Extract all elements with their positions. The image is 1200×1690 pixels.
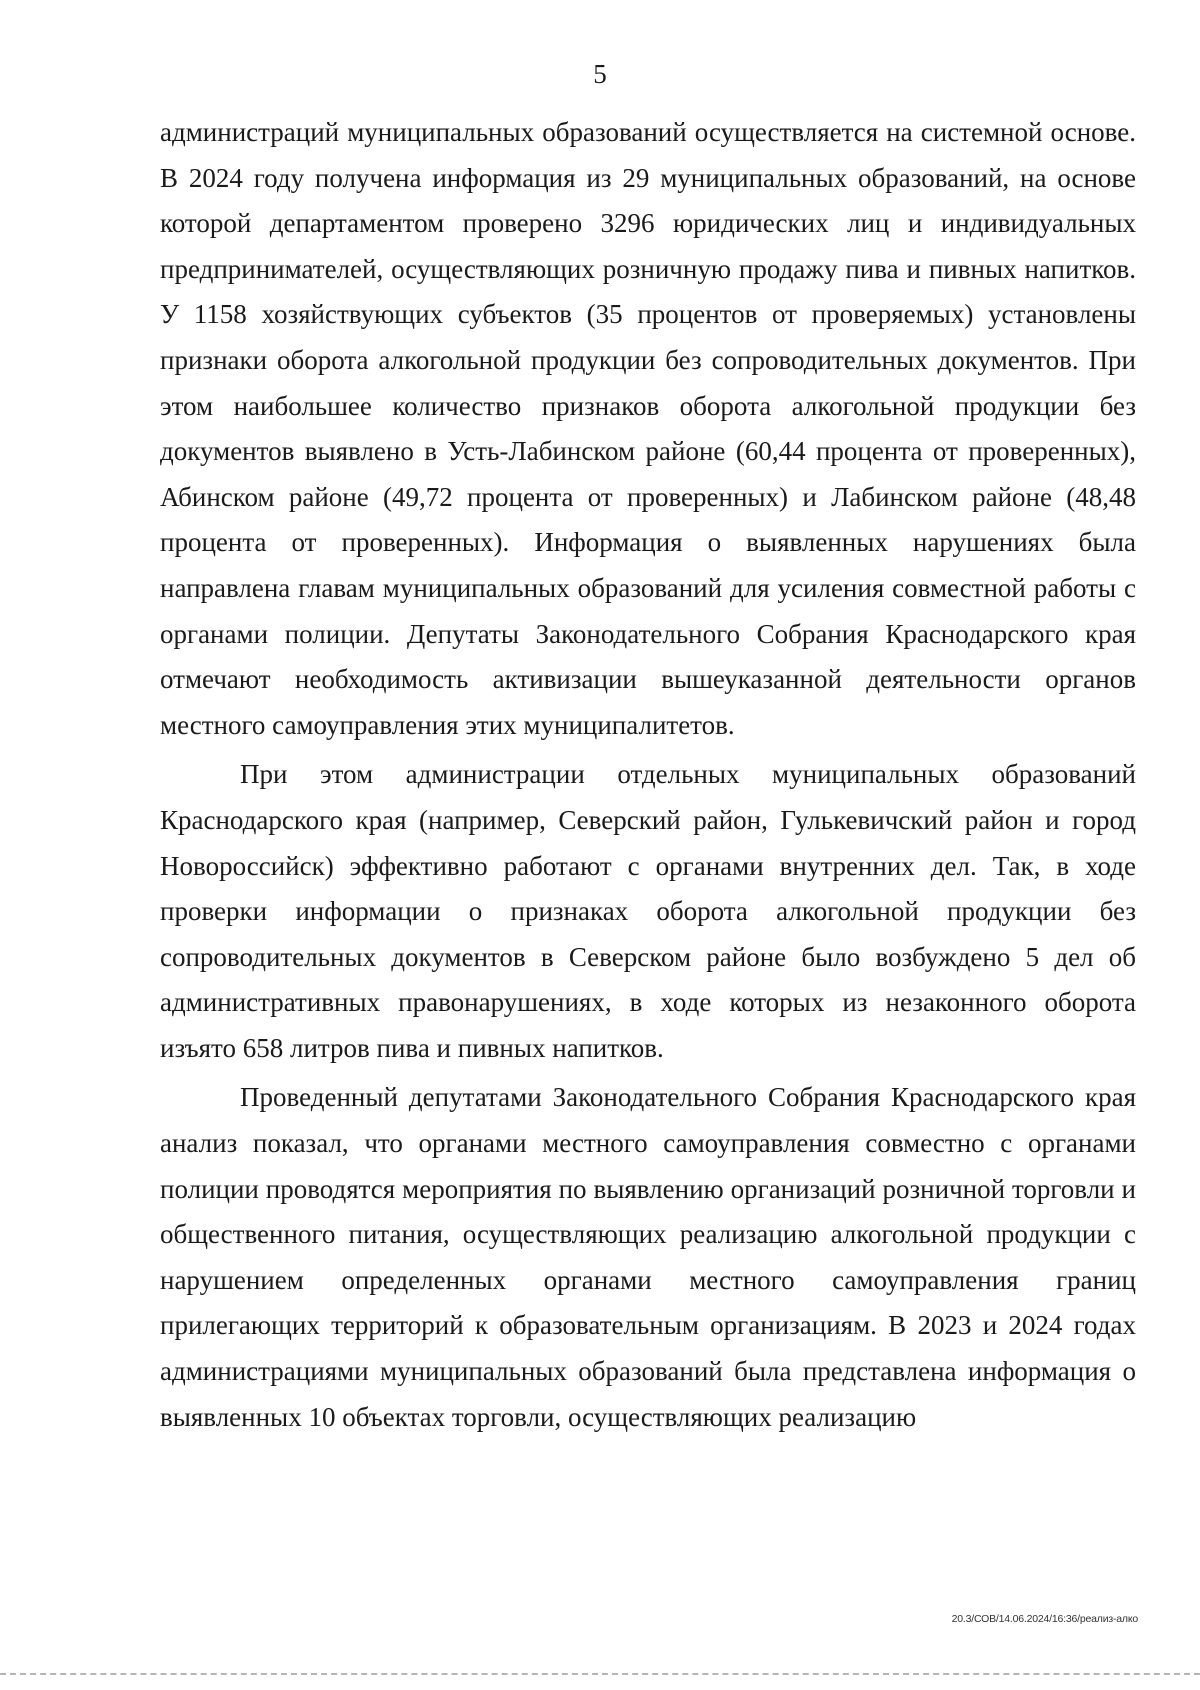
paragraph-continuation: администраций муниципальных образований осуществляется на системной основе. В 2024 году получена информация из 29 муниципальных образований, на основе которой департаментом проверено 3296 юридических лиц и индивидуальных предпринимателей, осуществляющих розничную продажу пива и пивных напитков. У 1158 хозяйствующих субъектов (35 процентов от проверяемых) установлены признаки оборота алкогольной продукции без сопроводительных документов. При этом наибольшее количество признаков оборота алкогольной продукции без документов выявлено в Усть-Лабинском районе (60,44 процента от проверенных), Абинском районе (49,72 процента от проверенных) и Лабинском районе (48,48 процента от проверенных). Информация о выявленных нарушениях была направлена главам муниципальных образований для усиления совместной работы с органами полиции. Депутаты Законодательного Собрания Краснодарского края отмечают необходимость активизации вышеуказанной деятельности органов местного самоуправления этих муниципалитетов. — [160, 117, 1136, 740]
paragraph-administrations: При этом администрации отдельных муниципальных образований Краснодарского края (например, Северский район, Гулькевичский район и город Новороссийск) эффективно работают с органами внутренних дел. Так, в ходе проверки информации о признаках оборота алкогольной продукции без сопроводительных документов в Северском районе было возбуждено 5 дел об административных правонарушениях, в ходе которых из незаконного оборота изъято 658 литров пива и пивных напитков. — [160, 759, 1136, 1063]
document-reference-code: 20.3/СОВ/14.06.2024/16:36/реализ-алко — [951, 1613, 1138, 1625]
document-body — [160, 110, 1136, 1440]
page-number: 5 — [593, 59, 607, 89]
scan-edge-line — [0, 1673, 1200, 1678]
paragraph-analysis: Проведенный депутатами Законодательного Собрания Краснодарского края анализ показал, что органами местного самоуправления совместно с органами полиции проводятся мероприятия по выявлению организаций розничной торговли и общественного питания, осуществляющих реализацию алкогольной продукции с нарушением определенных органами местного самоуправления границ прилегающих территорий к образовательным организациям. В 2023 и 2024 годах администрациями муниципальных образований была представлена информация о выявленных 10 объектах торговли, осуществляющих реализацию — [160, 1082, 1136, 1432]
